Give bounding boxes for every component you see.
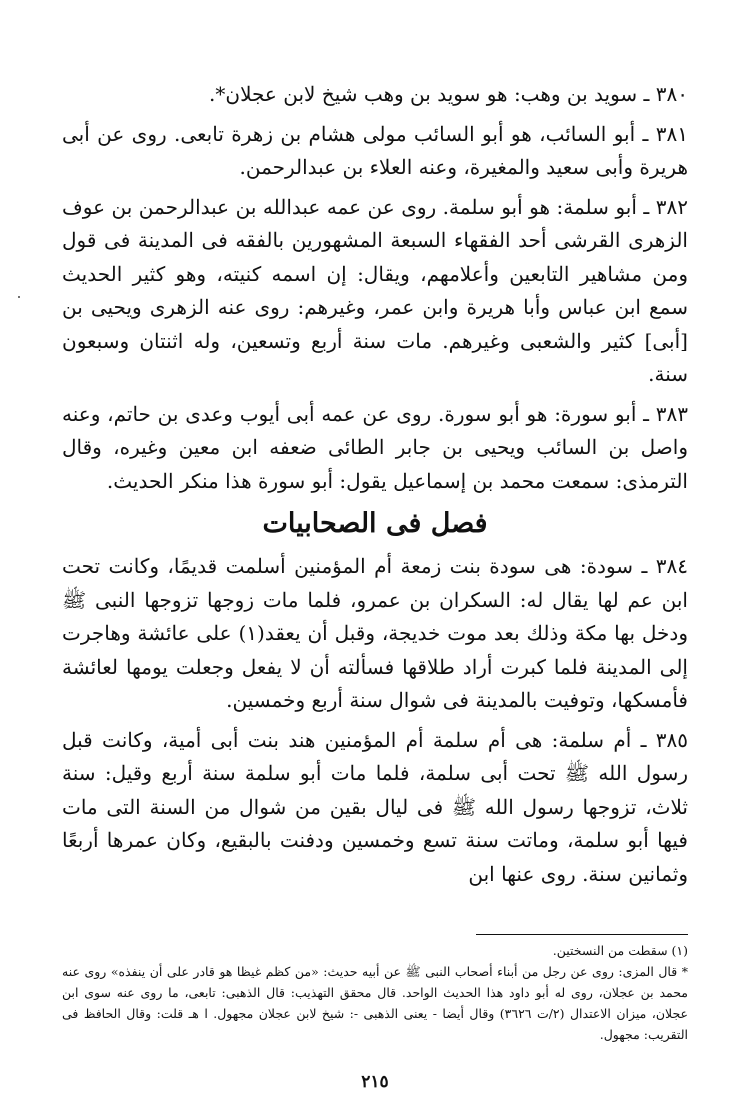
- entry-383: ٣٨٣ ـ أبو سورة: هو أبو سورة. روى عن عمه أبى أيوب وعدى بن حاتم، وعنه واصل بن السائب ويحيى بن جابر الطائى ضعفه ابن معين وغيره، وقال الترمذى: سمعت محمد بن إسماعيل يقول: أبو سورة هذا منكر الحديث.: [62, 401, 688, 493]
- entry-385: ٣٨٥ ـ أم سلمة: هى أم سلمة أم المؤمنين هند بنت أبى أمية، وكانت قبل رسول الله ﷺ تحت أبى سلمة، فلما مات أبو سلمة سنة أربع وقيل: سنة ثلاث، تزوجها رسول الله ﷺ فى ليال بقين من شوال من السنة التى مات فيها أبو سلمة، وماتت سنة تسع وخمسين ودفنت بالبقيع، وكان عمرها أربعًا وثمانين سنة. روى عنها ابن: [62, 727, 688, 886]
- stray-dot-mark: [18, 296, 20, 298]
- main-text: [62, 78, 688, 897]
- page-number: ٢١٥: [361, 1072, 389, 1092]
- entry-381: ٣٨١ ـ أبو السائب، هو أبو السائب مولى هشام بن زهرة تابعى. روى عن أبى هريرة وأبى سعيد والمغيرة، وعنه العلاء بن عبدالرحمن.: [62, 121, 688, 179]
- entry-380: ٣٨٠ ـ سويد بن وهب: هو سويد بن وهب شيخ لابن عجلان*.: [209, 82, 688, 106]
- entry-382: ٣٨٢ ـ أبو سلمة: هو أبو سلمة. روى عن عمه عبدالله بن عبدالرحمن بن عوف الزهرى القرشى أحد الفقهاء السبعة المشهورين بالفقه فى المدينة فى قول ومن مشاهير التابعين وأعلامهم، ويقال: إن اسمه كنيته، وهو كثير الحديث سمع ابن عباس وأبا هريرة وابن عمر، وغيرهم: روى عنه الزهرى ويحيى بن [أبى] كثير والشعبى وغيرهم. مات سنة أربع وتسعين، وله اثنتان وسبعون سنة.: [62, 194, 688, 386]
- footnotes: [62, 940, 688, 1045]
- footnote-1: (١) سقطت من النسختين.: [552, 943, 688, 958]
- footnote-divider: [476, 934, 688, 935]
- entry-384: ٣٨٤ ـ سودة: هى سودة بنت زمعة أم المؤمنين أسلمت قديمًا، وكانت تحت ابن عم لها يقال له: السكران بن عمرو، فلما مات زوجها تزوجها النبى ﷺ ودخل بها مكة وذلك بعد موت خديجة، وقبل أن يعقد(١) على عائشة وهاجرت إلى المدينة فلما كبرت أراد طلاقها فسألته أن لا يفعل وجعلت يومها لعائشة فأمسكها، وتوفيت بالمدينة فى شوال سنة أربع وخمسين.: [62, 554, 688, 712]
- section-heading: فصل فى الصحابيات: [262, 508, 488, 539]
- footnote-asterisk: * قال المزى: روى عن رجل من أبناء أصحاب النبى ﷺ عن أبيه حديث: «من كظم غيظا هو قادر على أن ينفذه» روى عنه محمد بن عجلان، روى له أبو داود هذا الحديث الواحد. قال محقق التهذيب: قال الذهبى: تابعى، ما روى عنه سوى ابن عجلان، ميزان الاعتدال (٢/ت ٣٦٢٦) وقال أيضا - يعنى الذهبى -: شيخ لابن عجلان مجهول. ا هـ قلت: وقال الحافظ فى التقريب: مجهول.: [62, 964, 688, 1042]
